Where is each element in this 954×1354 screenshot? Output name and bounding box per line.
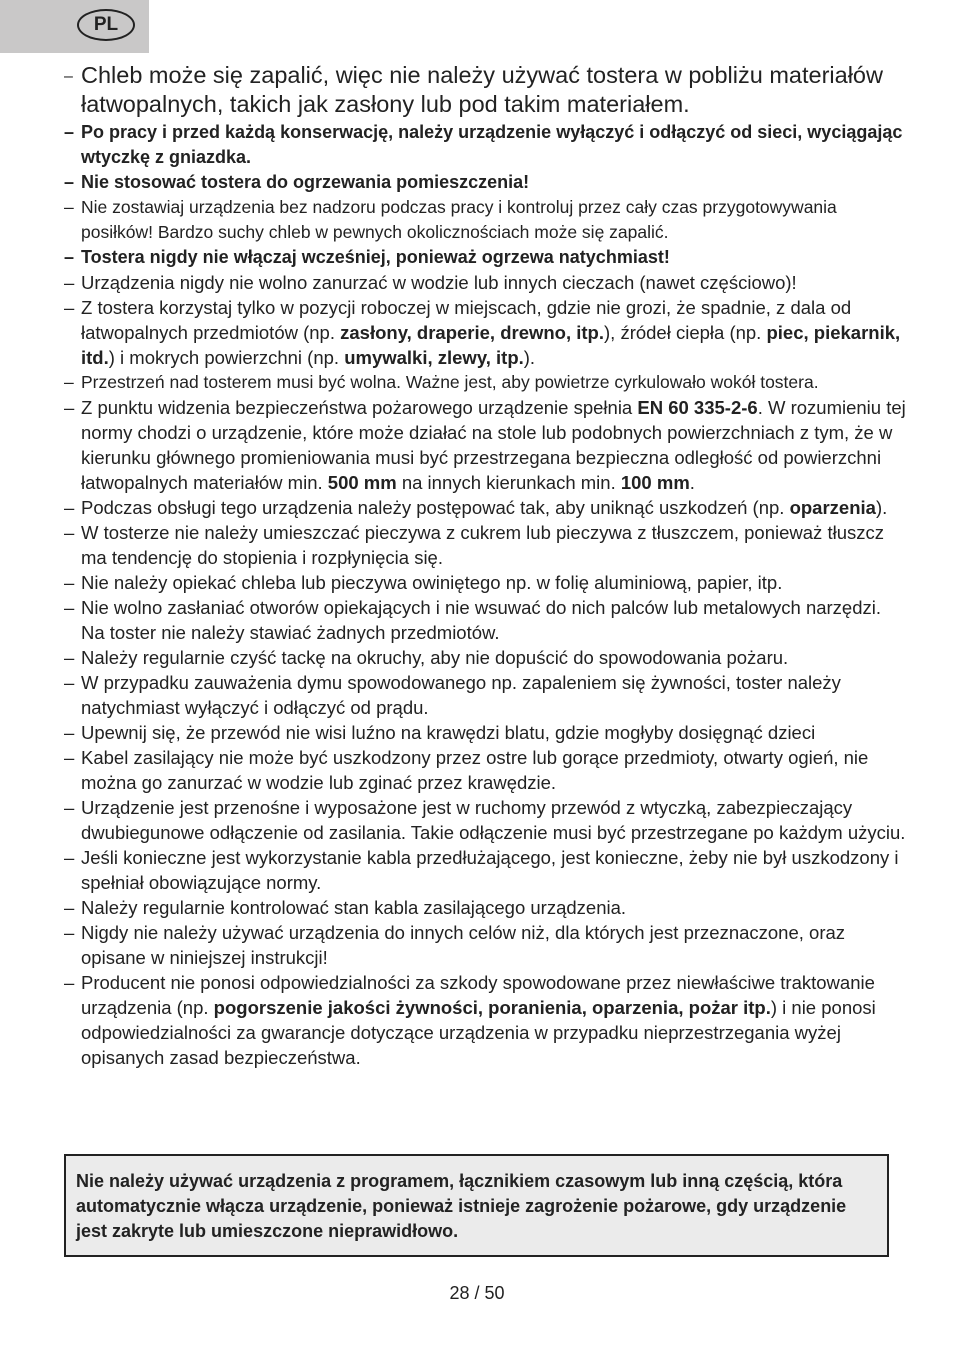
- list-dash: –: [64, 522, 75, 543]
- item-text: Nigdy nie należy używać urządzenia do innych celów niż, dla których jest przeznaczone, oraz opisane w niniejszej instrukcji!: [81, 922, 846, 968]
- list-dash: –: [64, 747, 75, 768]
- list-item: [64, 920, 909, 970]
- emphasis-text: pogorszenie jakości żywności, poranienia, oparzenia, pożar itp.: [213, 997, 771, 1018]
- item-text: ), źródeł ciepła (np.: [604, 322, 767, 343]
- item-text: Nie stosować tostera do ogrzewania pomieszczenia!: [81, 172, 530, 192]
- list-dash: –: [64, 372, 74, 392]
- page-number: 28 / 50: [449, 1283, 505, 1303]
- list-item: [64, 270, 909, 295]
- list-dash: –: [64, 672, 75, 693]
- item-text: Tostera nigdy nie włączaj wcześniej, ponieważ ogrzewa natychmiast!: [81, 247, 670, 267]
- list-dash: –: [64, 597, 75, 618]
- list-item: [64, 370, 909, 395]
- list-item: [64, 120, 909, 170]
- list-item: [64, 520, 909, 570]
- list-item: [64, 195, 909, 245]
- warning-box: [64, 1154, 889, 1257]
- item-text: Nie wolno zasłaniać otworów opiekających i nie wsuwać do nich palców lub metalowych narzędzi. Na toster nie należy stawiać żadnych przedmiotów.: [81, 597, 882, 643]
- item-text: Urządzenie jest przenośne i wyposażone jest w ruchomy przewód z wtyczką, zabezpieczający dwubiegunowe odłączenie od zasilania. Takie odłączenie musi być przestrzegane po każdym użyciu.: [81, 797, 906, 843]
- item-text: Podczas obsługi tego urządzenia należy postępować tak, aby uniknąć uszkodzeń (np.: [81, 497, 790, 518]
- emphasis-text: umywalki, zlewy, itp.: [344, 347, 524, 368]
- list-item: [64, 170, 909, 195]
- item-text: Nie należy opiekać chleba lub pieczywa owiniętego np. w folię aluminiową, papier, itp.: [81, 572, 783, 593]
- list-item: [64, 720, 909, 745]
- list-dash: –: [64, 847, 75, 868]
- list-dash: –: [64, 722, 75, 743]
- item-text: Producent nie ponosi odpowiedzialności za szkody spowodowane przez niewłaściwe traktowanie urządzenia (np.: [81, 972, 875, 1018]
- list-item: [64, 745, 909, 795]
- item-text: Urządzenia nigdy nie wolno zanurzać w wodzie lub innych cieczach (nawet częściowo)!: [81, 272, 797, 293]
- list-dash: –: [64, 297, 75, 318]
- item-text: ) i nie ponosi odpowiedzialności za gwarancje dotyczące urządzenia w przypadku nieprzestrzegania wyżej opisanych zasad bezpieczeństwa.: [81, 997, 876, 1068]
- item-text: Chleb może się zapalić, więc nie należy używać tostera w pobliżu materiałów łatwopalnych, takich jak zasłony lub pod takim materiałem.: [81, 62, 883, 117]
- warning-text: Nie należy używać urządzenia z programem, łącznikiem czasowym lub inną częścią, która automatycznie włącza urządzenie, ponieważ istnieje zagrożenie pożarowe, gdy urządzenie jest zakryte lub umieszczone nieprawidłowo.: [76, 1171, 847, 1241]
- list-dash: –: [64, 647, 75, 668]
- list-dash: –: [64, 247, 75, 267]
- list-dash: –: [64, 397, 75, 418]
- item-text: Po pracy i przed każdą konserwację, należy urządzenie wyłączyć i odłączyć od sieci, wyciągając wtyczkę z gniazdka.: [81, 122, 903, 167]
- item-text: Kabel zasilający nie może być uszkodzony przez ostre lub gorące przedmioty, otwarty ogień, nie można go zanurzać w wodzie lub zginać przez krawędzie.: [81, 747, 869, 793]
- item-text: Jeśli konieczne jest wykorzystanie kabla przedłużającego, jest konieczne, żeby nie był uszkodzony i spełniał obowiązujące normy.: [81, 847, 899, 893]
- list-item: [64, 61, 909, 119]
- list-item: [64, 570, 909, 595]
- item-text: W przypadku zauważenia dymu spowodowanego np. zapaleniem się żywności, toster należy natychmiast wyłączyć i odłączyć od prądu.: [81, 672, 841, 718]
- item-text: ) i mokrych powierzchni (np.: [108, 347, 345, 368]
- list-item: [64, 395, 909, 495]
- item-text: ).: [523, 347, 536, 368]
- list-item: [64, 895, 909, 920]
- list-dash: –: [64, 572, 75, 593]
- item-text: . W rozumieniu tej normy chodzi o urządzenie, które może działać na stole lub podobnych powierzchniach z tym, że w kierunku głównego promieniowania musi być przestrzegana bezpieczna odległość od powierzchni łatwopalnych materiałów min.: [81, 397, 906, 493]
- list-item: [64, 970, 909, 1070]
- list-dash: –: [64, 972, 75, 993]
- item-text: W tosterze nie należy umieszczać pieczywa z cukrem lub pieczywa z tłuszczem, ponieważ tłuszcz ma tendencję do stopienia i rozpłynięcia się.: [81, 522, 884, 568]
- list-dash: –: [64, 172, 75, 192]
- item-text: Należy regularnie kontrolować stan kabla zasilającego urządzenia.: [81, 897, 627, 918]
- emphasis-text: zasłony, draperie, drewno, itp.: [340, 322, 604, 343]
- list-item: [64, 845, 909, 895]
- list-dash: –: [64, 497, 75, 518]
- emphasis-text: piec, piekarnik, itd.: [81, 322, 901, 368]
- safety-instructions-list: [64, 61, 909, 1070]
- list-dash: –: [64, 122, 75, 142]
- item-text: Nie zostawiaj urządzenia bez nadzoru podczas pracy i kontroluj przez cały czas przygotowywania posiłków! Bardzo suchy chleb w pewnych okolicznościach może się zapalić.: [81, 197, 837, 242]
- list-item: [64, 245, 909, 270]
- item-text: Należy regularnie czyść tackę na okruchy, aby nie dopuścić do spowodowania pożaru.: [81, 647, 789, 668]
- list-dash: –: [64, 922, 75, 943]
- emphasis-text: 100 mm: [620, 472, 690, 493]
- item-text: Z tostera korzystaj tylko w pozycji roboczej w miejscach, gdzie nie grozi, że spadnie, z dala od łatwopalnych przedmiotów (np.: [81, 297, 852, 343]
- item-text: Przestrzeń nad tosterem musi być wolna. Ważne jest, aby powietrze cyrkulowało wokół tostera.: [81, 372, 819, 392]
- language-badge: PL: [77, 9, 135, 41]
- item-text: na innych kierunkach min.: [396, 472, 621, 493]
- item-text: Upewnij się, że przewód nie wisi luźno na krawędzi blatu, gdzie mogłyby dosięgnąć dzieci: [81, 722, 816, 743]
- list-dash: –: [64, 897, 75, 918]
- list-item: [64, 645, 909, 670]
- list-item: [64, 595, 909, 645]
- language-tab: [0, 0, 149, 53]
- emphasis-text: oparzenia: [789, 497, 876, 518]
- list-item: [64, 295, 909, 370]
- emphasis-text: EN 60 335-2-6: [637, 397, 758, 418]
- list-item: [64, 795, 909, 845]
- list-dash: –: [64, 797, 75, 818]
- item-text: ).: [875, 497, 888, 518]
- item-text: .: [689, 472, 695, 493]
- list-item: [64, 495, 909, 520]
- emphasis-text: 500 mm: [327, 472, 397, 493]
- item-text: Z punktu widzenia bezpieczeństwa pożarowego urządzenie spełnia: [81, 397, 638, 418]
- list-dash: –: [64, 68, 73, 85]
- list-dash: –: [64, 197, 74, 217]
- list-dash: –: [64, 272, 75, 293]
- list-item: [64, 670, 909, 720]
